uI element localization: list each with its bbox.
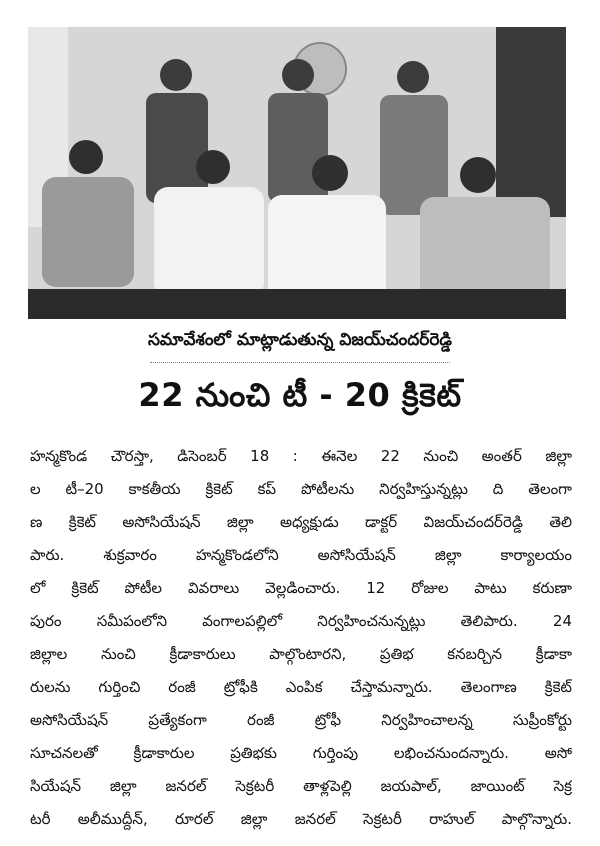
article-body xyxy=(30,440,572,836)
article-line: టరీ అలీముద్దీన్, రూరల్ జిల్లా జనరల్ సెక్రటరీ రాహుల్ పాల్గొన్నారు. xyxy=(30,810,572,828)
article-line: లో క్రికెట్ పోటీల వివరాలు వెల్లడించారు. 12 రోజుల పాటు కరుణా xyxy=(30,579,572,597)
article-line: హన్మకొండ చౌరస్తా, డిసెంబర్ 18 : ఈనెల 22 నుంచి అంతర్ జిల్లా xyxy=(30,447,572,465)
group-photo-illustration xyxy=(28,27,566,319)
article-line: ల టీ–20 కాకతీయ క్రికెట్ కప్ పోటీలను నిర్వహిస్తున్నట్లు ది తెలంగా xyxy=(30,480,572,498)
article-line: ణ క్రికెట్ అసోసియేషన్ జిల్లా అధ్యక్షుడు డాక్టర్ విజయ్‌చందర్‌రెడ్డి తెలి xyxy=(30,513,572,531)
article-line: సియేషన్ జిల్లా జనరల్ సెక్రటరీ తాళ్లపెల్లి జయపాల్, జాయింట్ సెక్ర xyxy=(30,777,572,795)
article-line: అసోసియేషన్ ప్రత్యేకంగా రంజీ ట్రోఫీ నిర్వహించాలన్న సుప్రీంకోర్టు xyxy=(30,711,572,729)
caption-divider xyxy=(150,362,450,363)
group-photo xyxy=(28,27,566,319)
article-line: సూచనలతో క్రీడాకారుల ప్రతిభకు గుర్తింపు లభించనుందన్నారు. అసో xyxy=(30,744,572,762)
photo-caption: సమావేశంలో మాట్లాడుతున్న విజయ్‌చందర్‌రెడ్డి xyxy=(148,330,452,350)
article-line: పురం సమీపంలోని వంగాలపల్లిలో నిర్వహించనున్నట్లు తెలిపారు. 24 xyxy=(30,612,572,630)
article-headline: 22 నుంచి టీ - 20 క్రికెట్ xyxy=(138,376,462,414)
article-line: రులను గుర్తించి రంజీ ట్రోఫీకి ఎంపిక చేస్తామన్నారు. తెలంగాణ క్రికెట్ xyxy=(30,678,572,696)
article-line: జిల్లాల నుంచి క్రీడాకారులు పాల్గొంటారని, ప్రతిభ కనబర్చిన క్రీడాకా xyxy=(30,645,572,663)
article-line: పారు. శుక్రవారం హన్మకొండలోని అసోసియేషన్ జిల్లా కార్యాలయం xyxy=(30,546,572,564)
